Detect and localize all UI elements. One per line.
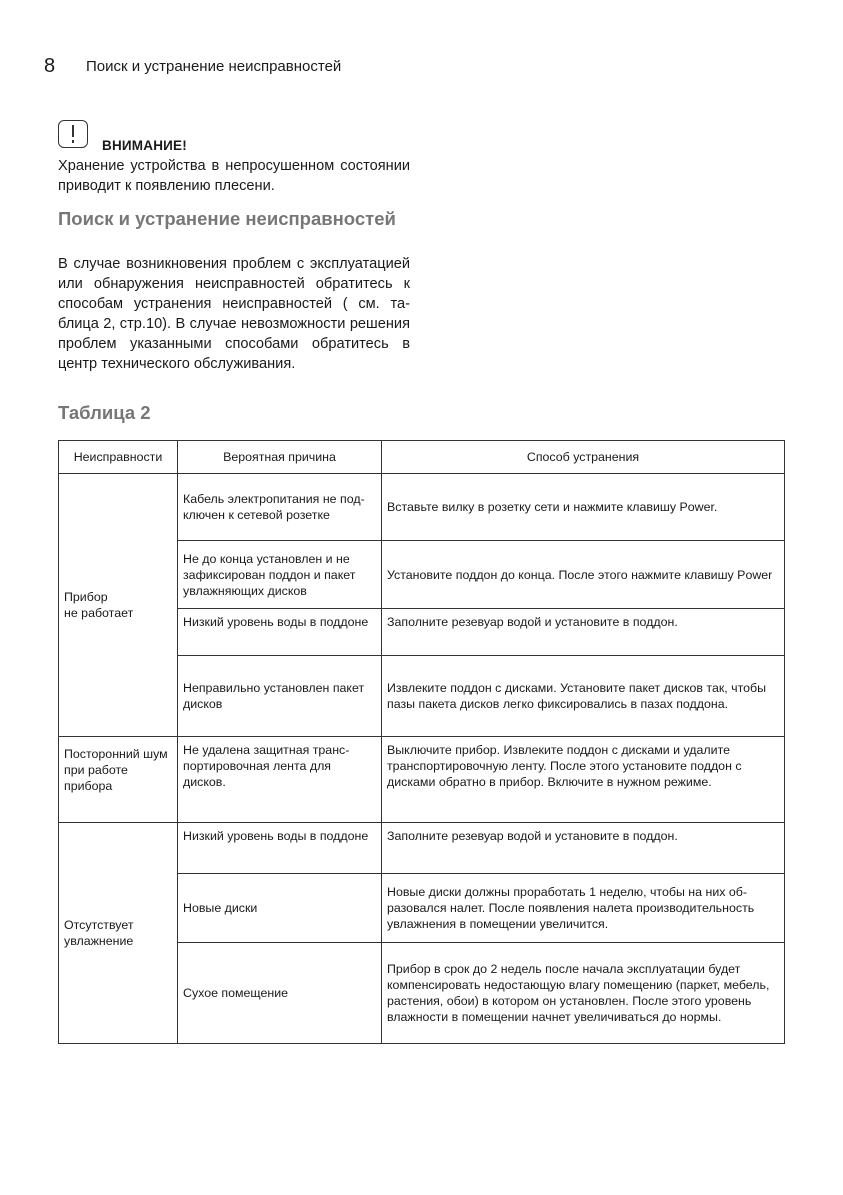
table-row [59,474,785,541]
section-title: Поиск и устранение неисправностей [58,208,396,229]
troubleshooting-table [58,440,785,1044]
cause-cell: Не до конца установлен и не зафиксирован поддон и пакет увлажняющих дисков [178,541,382,609]
cause-cell: Сухое помещение [178,943,382,1044]
header-cause: Вероятная причина [178,441,382,474]
cause-cell: Неправильно установлен пакет дисков [178,656,382,737]
exclamation-icon [58,120,88,148]
table-header-row [59,441,785,474]
solution-cell: Заполните резевуар водой и установите в поддон. [382,609,785,656]
page-number: 8 [44,55,56,77]
solution-cell: Извлеките поддон с дисками. Установите пакет дисков так, чтобы пазы пакета дисков легко фиксировались в пазах поддона. [382,656,785,737]
intro-paragraph: В случае возникновения проблем с эксплуатацией или обнаружения неисправностей обратитесь к способам устранения неисправностей ( см. таблица 2, стр.10). В случае невозможности решения проблем указанными способами обратитесь в центр технического обслуживания. [58,256,410,372]
problem-cell: Прибор не работает [59,474,178,737]
cause-cell: Новые диски [178,874,382,943]
cause-cell: Не удалена защитная транспортировочная лента для дисков. [178,737,382,823]
solution-cell: Установите поддон до конца. После этого нажмите клавишу Power [382,541,785,609]
header-solution: Способ устранения [382,441,785,474]
solution-cell: Прибор в срок до 2 недель после начала эксплуатации будет компенсировать недостающую влагу помещению (паркет, мебель, растения, обои) в котором он установлен. После этого уровень влажности в помещении начнет увеличиваться до нормы. [382,943,785,1044]
table-row [59,737,785,823]
cause-cell: Низкий уровень воды в поддоне [178,609,382,656]
solution-cell: Заполните резевуар водой и установите в поддон. [382,823,785,874]
header-problem: Неисправности [59,441,178,474]
warning-title: ВНИМАНИЕ! [102,138,187,153]
problem-cell: Посторонний шум при работе прибора [59,737,178,823]
running-header: Поиск и устранение неисправностей [86,58,342,75]
table-title: Таблица 2 [58,402,151,423]
cause-cell: Кабель электропитания не подключен к сетевой розетке [178,474,382,541]
solution-cell: Новые диски должны проработать 1 неделю, чтобы на них образовался налет. После появления налета производительность увлажнения в помещении увеличится. [382,874,785,943]
warning-text: Хранение устройства в непросушенном состоянии приводит к появлению плесени. [58,158,410,194]
problem-cell: Отсутствует увлажнение [59,823,178,1044]
table-row [59,823,785,874]
cause-cell: Низкий уровень воды в поддоне [178,823,382,874]
solution-cell: Выключите прибор. Извлеките поддон с дисками и удалите транспортировочную ленту. После этого установите поддон с дисками обратно в прибор. Включите в нужном режиме. [382,737,785,823]
solution-cell: Вставьте вилку в розетку сети и нажмите клавишу Power. [382,474,785,541]
